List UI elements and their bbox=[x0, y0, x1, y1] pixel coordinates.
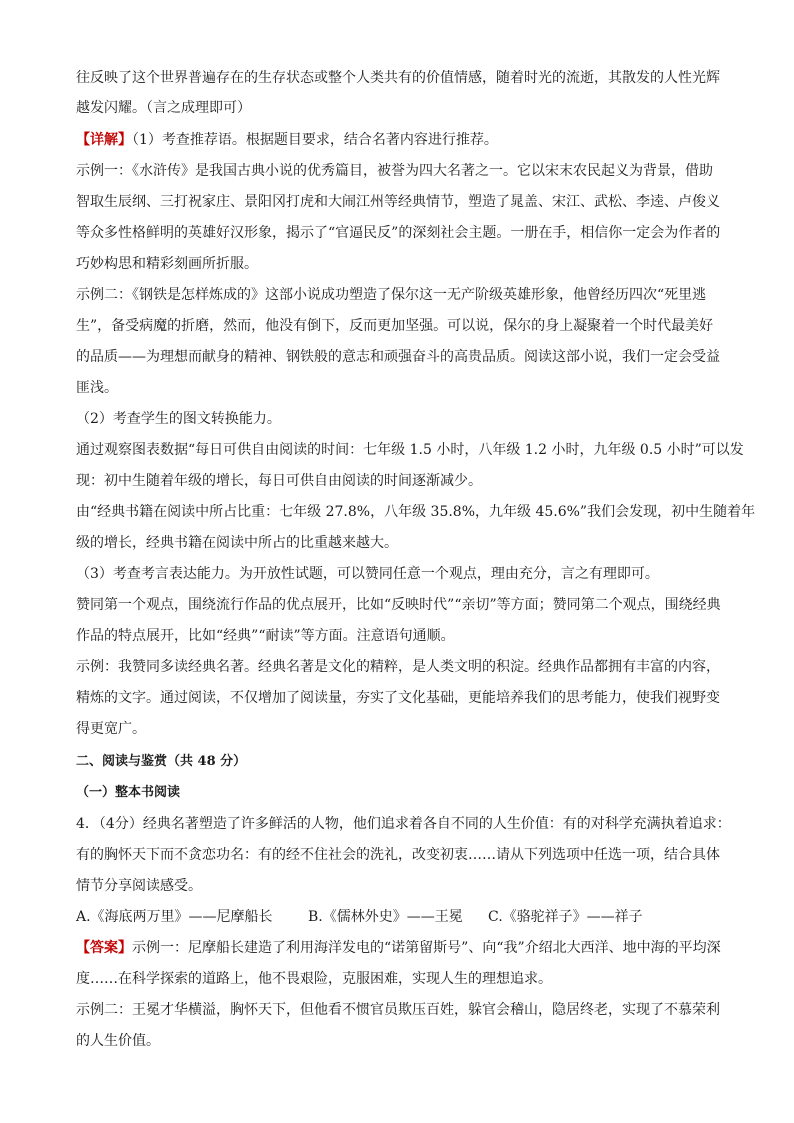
text-line: 的品质——为理想而献身的精神、钢铁般的意志和顽强奋斗的高贵品质。阅读这部小说，我们一定会受益 bbox=[76, 349, 720, 365]
text-line: 等众多性格鲜明的英雄好汉形象，揭示了“官逼民反”的深刻社会主题。一册在手，相信你一定会为作者的 bbox=[76, 225, 721, 241]
text-line: 生”，备受病魔的折磨，然而，他没有倒下，反而更加坚强。可以说，保尔的身上凝聚着一个时代最美好 bbox=[76, 318, 714, 334]
text-line: 的人生价值。 bbox=[76, 1033, 160, 1049]
text-line: 越发闪耀。（言之成理即可） bbox=[76, 100, 251, 116]
text-line: 匪浅。 bbox=[76, 380, 118, 396]
option-b: B.《儒林外史》——王冕 bbox=[308, 909, 463, 925]
subsection-heading: （一）整本书阅读 bbox=[76, 785, 181, 800]
text-line: 巧妙构思和精彩刻画所折服。 bbox=[76, 256, 258, 272]
text-line: 现：初中生随着年级的增长，每日可供自由阅读的时间逐渐减少。 bbox=[76, 473, 482, 489]
question-line: 有的胸怀天下而不贪恋功名：有的经不住社会的洗礼，改变初衷……请从下列选项中任选一项，结合具体 bbox=[76, 847, 720, 863]
text-line: 往反映了这个世界普遍存在的生存状态或整个人类共有的价值情感，随着时光的流逝，其散发的人性光辉 bbox=[76, 70, 720, 86]
detail-label: 【详解】 bbox=[76, 132, 132, 148]
text-line: 得更宽广。 bbox=[76, 721, 146, 737]
text-line: 智取生辰纲、三打祝家庄、景阳冈打虎和大闹江州等经典情节，塑造了晁盖、宋江、武松、李逵、卢俊义 bbox=[76, 194, 720, 210]
text-line: （2）考查学生的图文转换能力。 bbox=[76, 411, 281, 427]
text-line: 精炼的文字。通过阅读，不仅增加了阅读量，夯实了文化基础，更能培养我们的思考能力，使我们视野变 bbox=[76, 690, 720, 706]
text-line: 示例：我赞同多读经典名著。经典名著是文化的精粹，是人类文明的积淀。经典作品都拥有丰富的内容， bbox=[76, 659, 720, 675]
text-span: （1）考查推荐语。根据题目要求，结合名著内容进行推荐。 bbox=[132, 132, 498, 148]
text-line: 通过观察图表数据“每日可供自由阅读的时间：七年级 1.5 小时，八年级 1.2 小时，九年级 0.5 小时”可以发 bbox=[76, 442, 744, 458]
text-line: 赞同第一个观点，围绕流行作品的优点展开，比如“反映时代”“亲切”等方面；赞同第二个观点，围绕经典 bbox=[76, 597, 721, 613]
section-heading: 二、阅读与鉴赏（共 48 分） bbox=[76, 754, 247, 769]
text-line: 作品的特点展开，比如“经典”“耐读”等方面。注意语句通顺。 bbox=[76, 628, 455, 644]
answer-line bbox=[76, 938, 736, 958]
option-a: A.《海底两万里》——尼摩船长 bbox=[76, 909, 273, 925]
text-line: （3）考查考言表达能力。为开放性试题，可以赞同任意一个观点，理由充分，言之有理即可。 bbox=[76, 566, 659, 582]
options-line bbox=[76, 907, 736, 927]
text-line: 级的增长，经典书籍在阅读中所占的比重越来越大。 bbox=[76, 535, 398, 551]
option-c: C.《骆驼祥子》——祥子 bbox=[488, 909, 643, 925]
text-line: 度……在科学探索的道路上，他不畏艰险，克服困难，实现人生的理想追求。 bbox=[76, 971, 552, 987]
question-line: 4．（4分）经典名著塑造了许多鲜活的人物，他们追求着各自不同的人生价值：有的对科学充满执着追求： bbox=[76, 816, 731, 832]
text-line: 示例二：王冕才华横溢，胸怀天下，但他看不惯官员欺压百姓，躲官会稽山，隐居终老，实现了不慕荣利 bbox=[76, 1002, 720, 1018]
text-line: 示例一：《水浒传》是我国古典小说的优秀篇目，被誉为四大名著之一。它以宋末农民起义为背景，借助 bbox=[76, 163, 713, 179]
text-span: 示例一：尼摩船长建造了利用海洋发电的“诺第留斯号”、向“我”介绍北大西洋、地中海的平均深 bbox=[132, 940, 721, 956]
detail-line bbox=[76, 130, 736, 150]
question-line: 情节分享阅读感受。 bbox=[76, 878, 202, 894]
text-line: 由“经典书籍在阅读中所占比重：七年级 27.8%，八年级 35.8%，九年级 45.6%”我们会发现，初中生随着年 bbox=[76, 504, 756, 520]
text-line: 示例二：《钢铁是怎样炼成的》这部小说成功塑造了保尔这一无产阶级英雄形象，他曾经历四次“死里逃 bbox=[76, 287, 707, 303]
answer-label: 【答案】 bbox=[76, 940, 132, 956]
